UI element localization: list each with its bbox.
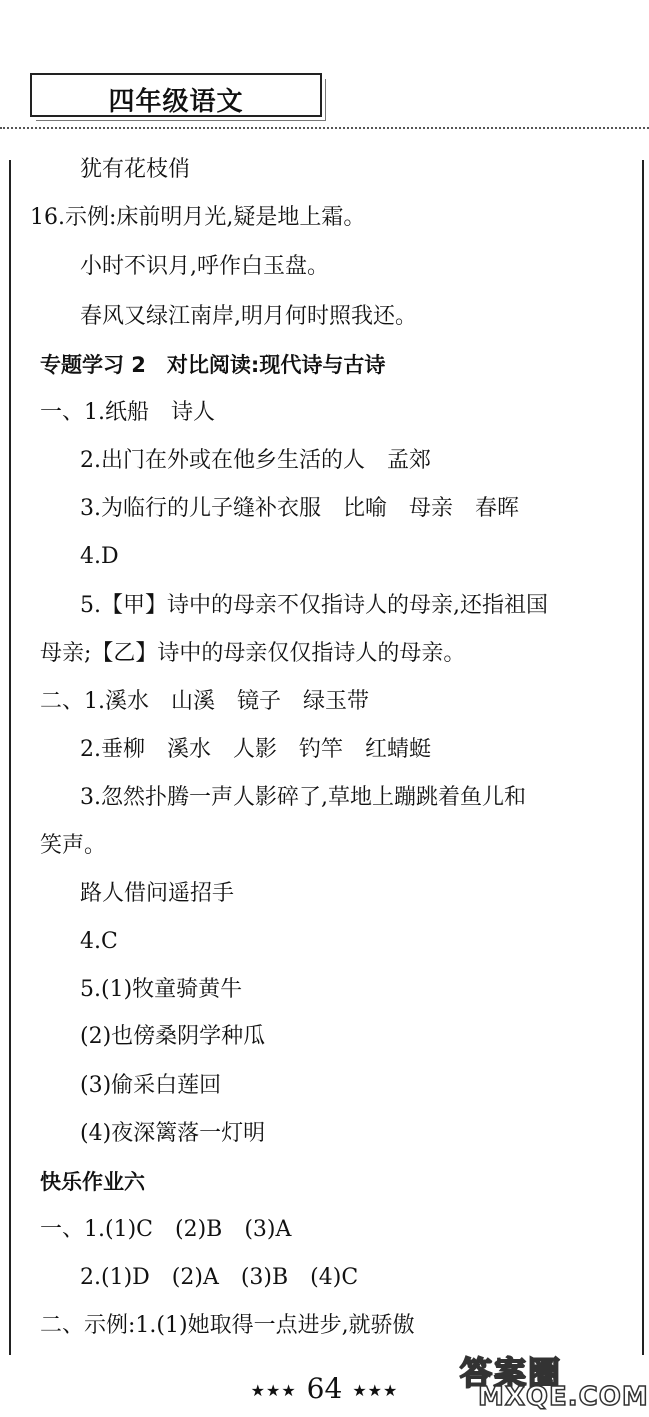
answer-line: 路人借问遥招手 [80,881,235,906]
answer-line: 犹有花枝俏 [80,157,191,182]
answer-line: 5.【甲】诗中的母亲不仅指诗人的母亲,还指祖国 [80,593,548,618]
watermark [460,1354,649,1414]
section-heading: 快乐作业六 [40,1170,145,1194]
answer-line: (4)夜深篱落一灯明 [80,1121,266,1146]
answer-line: 一、1.(1)C (2)B (3)A [40,1217,292,1242]
answer-line: 一、1.纸船 诗人 [40,400,215,425]
answer-line: 母亲;【乙】诗中的母亲仅仅指诗人的母亲。 [40,641,466,666]
answer-line: 笑声。 [40,833,107,858]
right-margin-rule [642,160,644,1355]
star-decoration-right: ★★★ [352,1380,399,1400]
answer-line: 二、示例:1.(1)她取得一点进步,就骄傲 [40,1313,415,1338]
answer-line: 4.D [80,544,119,569]
watermark-logo: 答案圈 [460,1354,563,1392]
star-decoration-left: ★★★ [250,1380,297,1400]
page-number: 64 [306,1372,343,1405]
answer-line: 16.示例:床前明月光,疑是地上霜。 [30,205,366,230]
answer-line: 2.出门在外或在他乡生活的人 孟郊 [80,448,431,473]
answer-line: 2.垂柳 溪水 人影 钓竿 红蜻蜓 [80,737,431,762]
answer-line: (2)也傍桑阴学种瓜 [80,1024,266,1049]
dotted-divider [0,127,649,129]
answer-line: 3.忽然扑腾一声人影碎了,草地上蹦跳着鱼儿和 [80,785,526,810]
answer-line: 3.为临行的儿子缝补衣服 比喻 母亲 春晖 [80,496,519,521]
answer-line: 春风又绿江南岸,明月何时照我还。 [80,304,417,329]
answer-line: 小时不识月,呼作白玉盘。 [80,254,329,279]
header-box [30,73,322,117]
answer-line: 2.(1)D (2)A (3)B (4)C [80,1265,359,1290]
watermark-url: MXQE.COM [478,1382,649,1412]
answer-line: 4.C [80,929,118,954]
answer-line: 二、1.溪水 山溪 镜子 绿玉带 [40,689,369,714]
section-heading: 专题学习 2 对比阅读:现代诗与古诗 [40,353,386,377]
answer-line: 5.(1)牧童骑黄牛 [80,977,243,1002]
page-header-title: 四年级语文 [108,87,244,117]
left-margin-rule [9,160,11,1355]
answer-line: (3)偷采白莲回 [80,1073,222,1098]
